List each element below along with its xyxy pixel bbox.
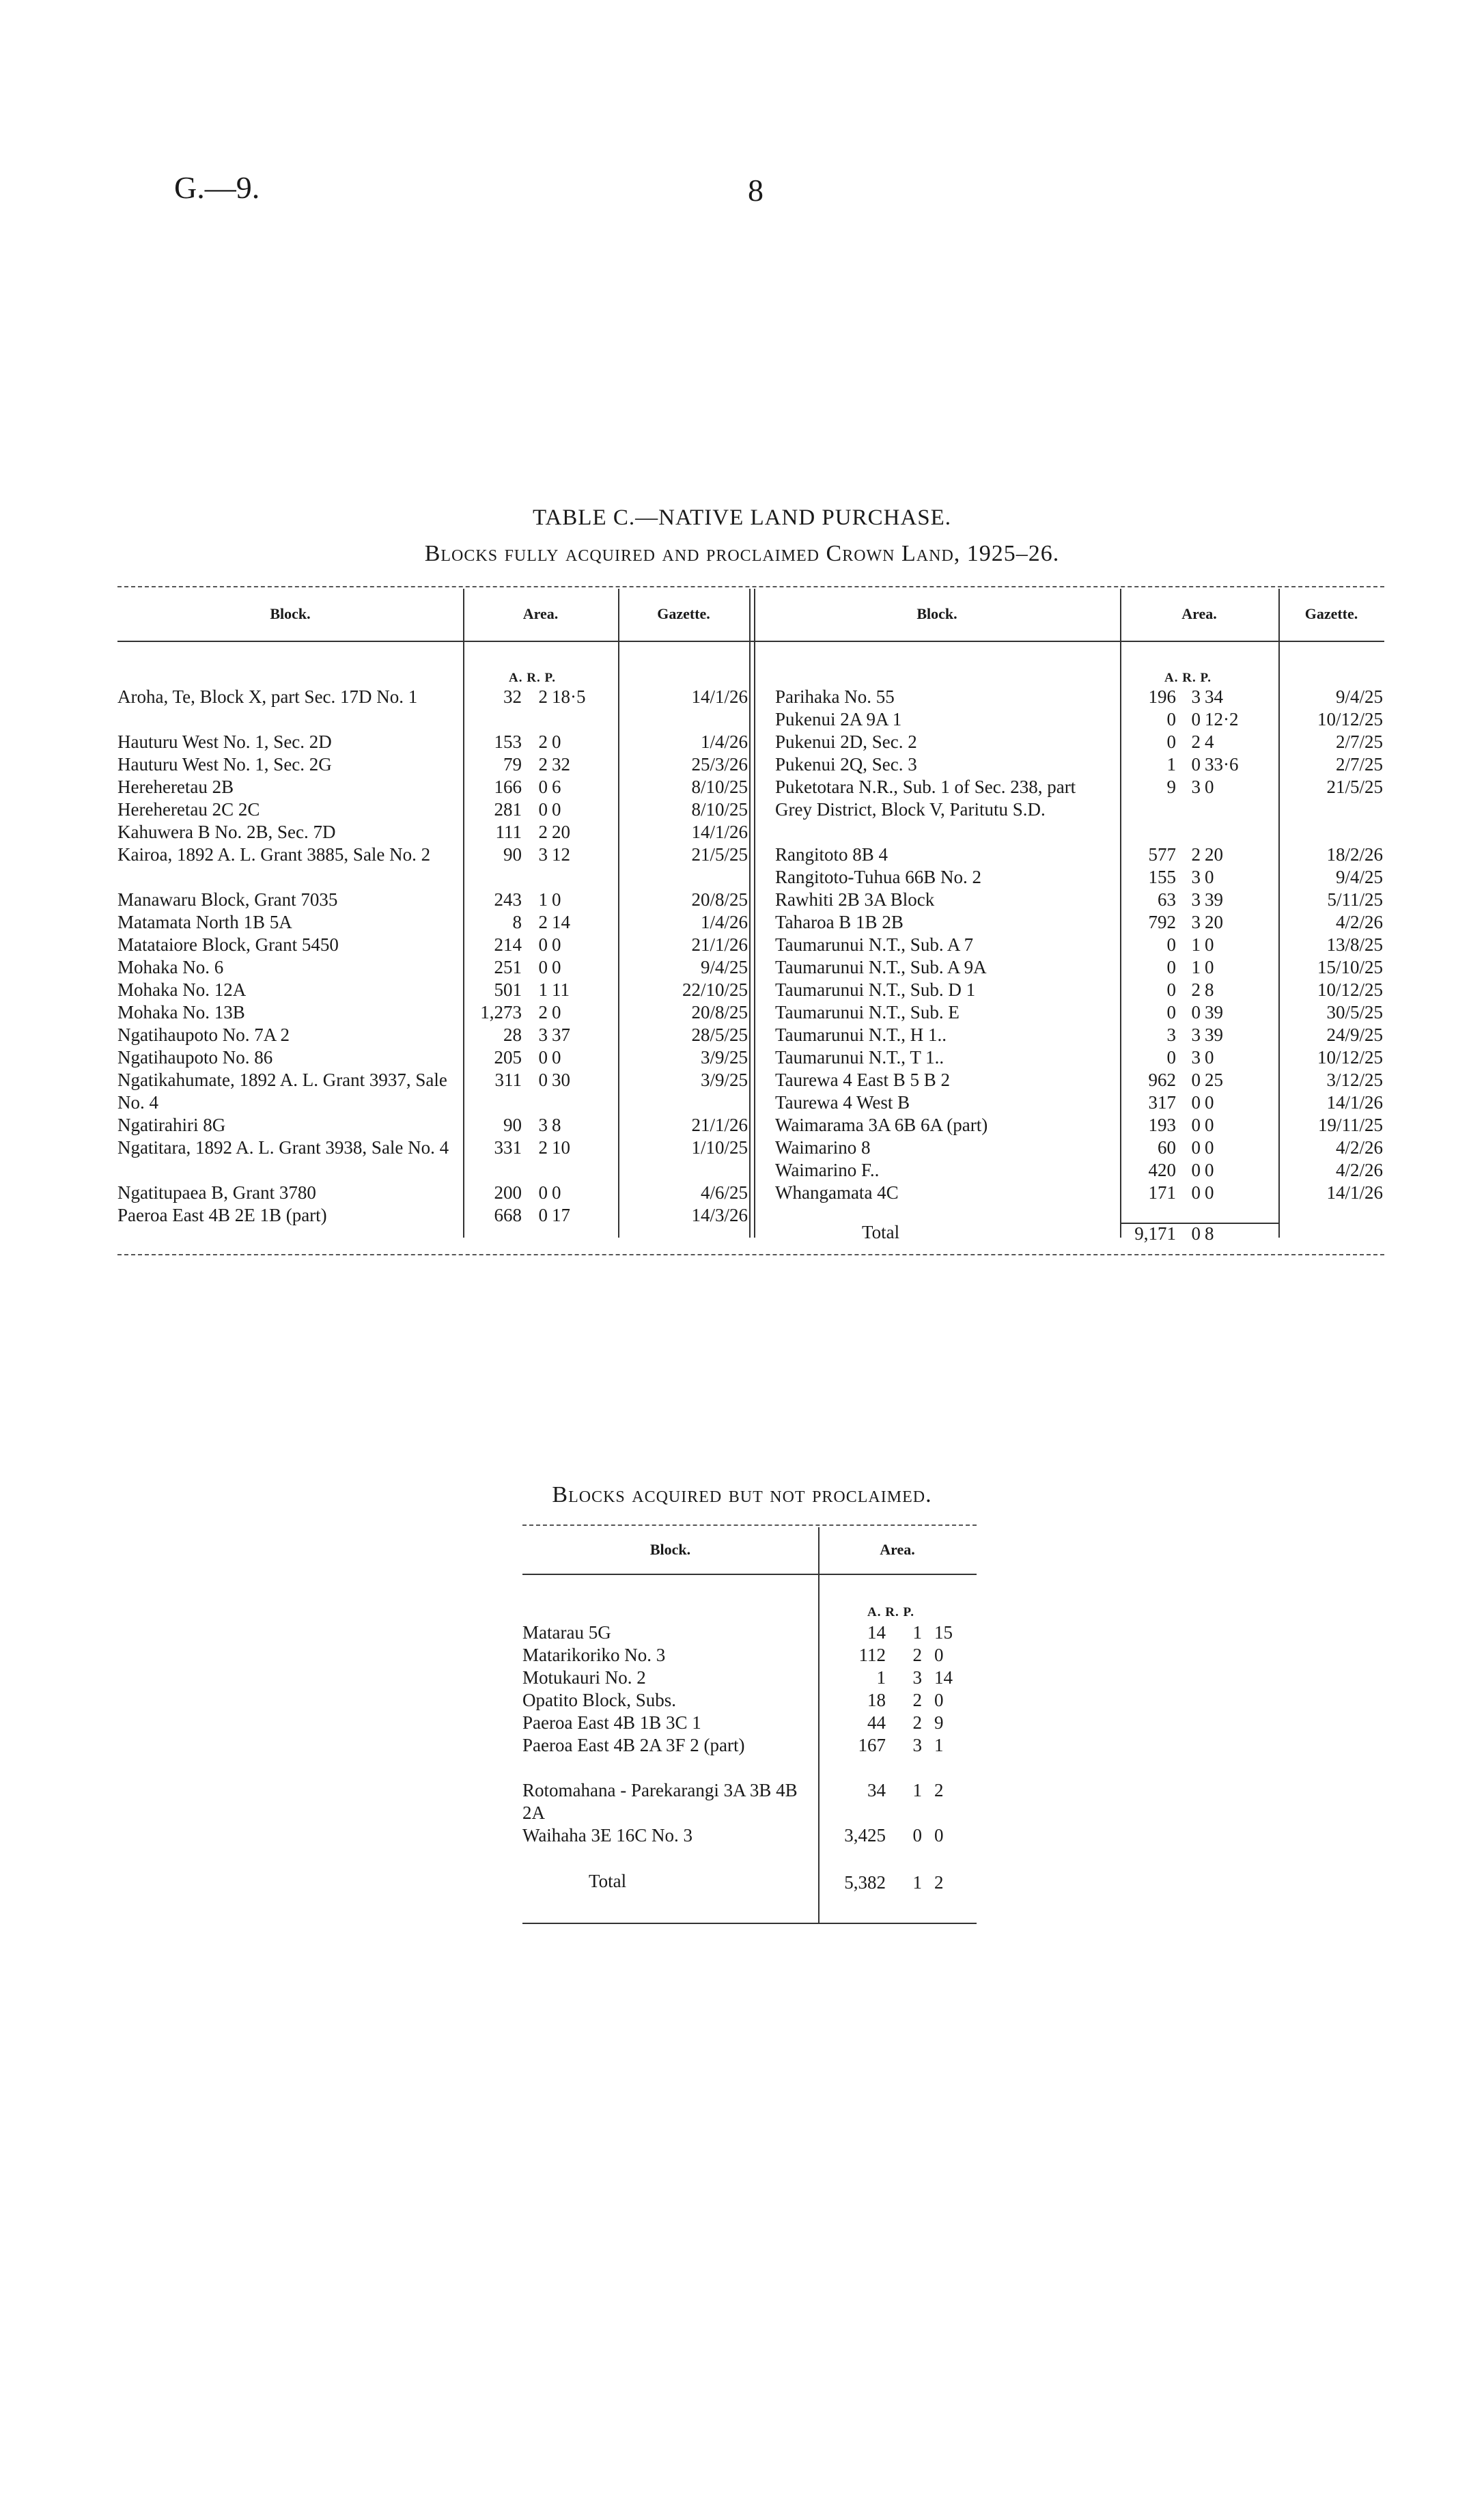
col-header-area: Area. xyxy=(522,605,559,622)
area-acres: 171 xyxy=(1148,1182,1176,1203)
gazette-date: 28/5/25 xyxy=(691,1025,748,1045)
area-acres: 577 xyxy=(1148,844,1176,865)
area-acres: 0 xyxy=(1166,1002,1176,1022)
area-perches: 12 xyxy=(552,844,570,865)
gazette-date: 19/11/25 xyxy=(1317,1115,1383,1135)
block-name: Matataiore Block, Grant 5450 xyxy=(117,934,339,955)
area-perches: 20 xyxy=(1205,912,1223,932)
area-acres: 193 xyxy=(1148,1115,1176,1135)
gazette-date: 9/4/25 xyxy=(700,957,748,977)
area-perches: 0 xyxy=(552,1047,561,1068)
area-roods: 2 xyxy=(1191,732,1201,752)
block-name: Aroha, Te, Block X, part Sec. 17D No. 1 xyxy=(117,686,418,707)
area-acres: 0 xyxy=(1166,732,1176,752)
area-acres: 205 xyxy=(494,1047,522,1068)
table-c-bottom-rule xyxy=(117,1254,1384,1255)
gazette-date: 14/1/26 xyxy=(691,686,748,707)
gazette-date: 20/8/25 xyxy=(691,1002,748,1022)
area-perches: 0 xyxy=(934,1690,944,1710)
gazette-date: 10/12/25 xyxy=(1317,709,1383,729)
gazette-date: 4/2/26 xyxy=(1335,1160,1383,1180)
area-roods: 0 xyxy=(538,1205,548,1225)
block-name: Paeroa East 4B 2A 3F 2 (part) xyxy=(522,1735,745,1755)
gazette-date: 24/9/25 xyxy=(1326,1025,1383,1045)
area-roods: 1 xyxy=(538,979,548,1000)
area-acres: 420 xyxy=(1148,1160,1176,1180)
area-acres: 1,273 xyxy=(480,1002,522,1022)
area-roods: 3 xyxy=(912,1667,922,1688)
total-label: Total xyxy=(862,1222,900,1242)
area-acres: 1 xyxy=(876,1667,886,1688)
gazette-date: 9/4/25 xyxy=(1335,686,1383,707)
block-name: Waimarino F.. xyxy=(775,1160,880,1180)
col-divider xyxy=(749,589,751,1238)
area-acres: 214 xyxy=(494,934,522,955)
area-perches: 0 xyxy=(1205,934,1214,955)
area-acres: 111 xyxy=(495,822,522,842)
area-roods: 3 xyxy=(1191,777,1201,797)
area-roods: 0 xyxy=(1191,1092,1201,1113)
area-roods: 2 xyxy=(538,732,548,752)
gazette-date: 4/6/25 xyxy=(700,1182,748,1203)
block-name: Kahuwera B No. 2B, Sec. 7D xyxy=(117,822,336,842)
area-perches: 0 xyxy=(552,934,561,955)
block-name: Pukenui 2Q, Sec. 3 xyxy=(775,754,917,775)
gazette-date: 15/10/25 xyxy=(1317,957,1383,977)
col-header-area: Area. xyxy=(1181,605,1217,622)
area-acres: 668 xyxy=(494,1205,522,1225)
area-roods: 3 xyxy=(1191,686,1201,707)
block-name: Ngatitara, 1892 A. L. Grant 3938, Sale No. 4 xyxy=(117,1137,449,1158)
block-name: Opatito Block, Subs. xyxy=(522,1690,677,1710)
area-perches: 37 xyxy=(552,1025,570,1045)
area-perches: 1 xyxy=(934,1735,944,1755)
block-name: Taumarunui N.T., H 1.. xyxy=(775,1025,947,1045)
block-name: Matarau 5G xyxy=(522,1622,611,1643)
area-perches: 0 xyxy=(1205,1115,1214,1135)
block-name: Taumarunui N.T., Sub. A 7 xyxy=(775,934,974,955)
area-acres: 155 xyxy=(1148,867,1176,887)
area-roods: 0 xyxy=(1191,1182,1201,1203)
table-c-title: TABLE C.—NATIVE LAND PURCHASE. xyxy=(532,505,952,530)
block-name: Whangamata 4C xyxy=(775,1182,899,1203)
total-acres: 9,171 xyxy=(1134,1223,1176,1244)
block-name: Pukenui 2D, Sec. 2 xyxy=(775,732,917,752)
gazette-date: 21/5/25 xyxy=(691,844,748,865)
area-acres: 792 xyxy=(1148,912,1176,932)
col-header-area: Area. xyxy=(880,1541,915,1558)
block-name: Taurewa 4 East B 5 B 2 xyxy=(775,1070,951,1090)
area-perches: 12·2 xyxy=(1205,709,1239,729)
block-name: Taharoa B 1B 2B xyxy=(775,912,904,932)
area-roods: 1 xyxy=(1191,934,1201,955)
area-perches: 9 xyxy=(934,1712,944,1733)
table-2-bottom-rule xyxy=(522,1923,977,1924)
area-roods: 1 xyxy=(912,1780,922,1800)
area-roods: 0 xyxy=(1191,1070,1201,1090)
block-name: Taumarunui N.T., Sub. D 1 xyxy=(775,979,976,1000)
area-perches: 0 xyxy=(552,957,561,977)
area-perches: 39 xyxy=(1205,889,1223,910)
area-roods: 0 xyxy=(538,934,548,955)
col-divider xyxy=(754,589,755,1238)
block-name: Manawaru Block, Grant 7035 xyxy=(117,889,338,910)
area-perches: 0 xyxy=(1205,777,1214,797)
area-perches: 0 xyxy=(1205,1137,1214,1158)
area-perches: 34 xyxy=(1205,686,1223,707)
area-perches: 0 xyxy=(1205,957,1214,977)
col-divider xyxy=(818,1527,820,1923)
area-perches: 6 xyxy=(552,777,561,797)
gazette-date: 21/1/26 xyxy=(691,1115,748,1135)
area-perches: 0 xyxy=(552,1182,561,1203)
block-name: Rangitoto-Tuhua 66B No. 2 xyxy=(775,867,982,887)
area-acres: 8 xyxy=(512,912,522,932)
table-2-header-rule xyxy=(522,1574,977,1575)
area-perches: 14 xyxy=(934,1667,953,1688)
area-roods: 0 xyxy=(538,1070,548,1090)
area-perches: 0 xyxy=(552,889,561,910)
gazette-date: 14/1/26 xyxy=(1326,1092,1383,1113)
area-roods: 0 xyxy=(1191,1160,1201,1180)
area-acres: 0 xyxy=(1166,709,1176,729)
gazette-date: 1/4/26 xyxy=(700,912,748,932)
area-roods: 2 xyxy=(538,822,548,842)
gazette-date: 14/1/26 xyxy=(691,822,748,842)
area-perches: 0 xyxy=(934,1645,944,1665)
area-acres: 200 xyxy=(494,1182,522,1203)
block-name: Taumarunui N.T., T 1.. xyxy=(775,1047,944,1068)
gazette-date: 4/2/26 xyxy=(1335,912,1383,932)
area-acres: 3 xyxy=(1166,1025,1176,1045)
area-perches: 18·5 xyxy=(552,686,586,707)
area-perches: 4 xyxy=(1205,732,1214,752)
col-divider xyxy=(1120,589,1121,1238)
gazette-date: 3/9/25 xyxy=(700,1047,748,1068)
col-header-block: Block. xyxy=(916,605,957,622)
area-roods: 2 xyxy=(912,1645,922,1665)
area-roods: 0 xyxy=(1191,1115,1201,1135)
area-roods: 3 xyxy=(1191,1025,1201,1045)
block-name: Taumarunui N.T., Sub. E xyxy=(775,1002,960,1022)
block-name: Rawhiti 2B 3A Block xyxy=(775,889,935,910)
area-acres: 311 xyxy=(494,1070,522,1090)
total-perches: 8 xyxy=(1205,1223,1214,1244)
area-perches: 32 xyxy=(552,754,570,775)
area-units: A. R. P. xyxy=(1164,671,1212,685)
block-name: Ngatihaupoto No. 7A 2 xyxy=(117,1025,290,1045)
gazette-date: 14/1/26 xyxy=(1326,1182,1383,1203)
area-perches: 0 xyxy=(1205,1047,1214,1068)
area-roods: 2 xyxy=(538,912,548,932)
area-roods: 0 xyxy=(538,1182,548,1203)
block-name: Ngatikahumate, 1892 A. L. Grant 3937, Sale No. 4 xyxy=(117,1070,447,1113)
block-name: Mohaka No. 13B xyxy=(117,1002,245,1022)
area-roods: 2 xyxy=(1191,979,1201,1000)
area-roods: 3 xyxy=(1191,1047,1201,1068)
gazette-date: 1/4/26 xyxy=(700,732,748,752)
block-name: Pukenui 2A 9A 1 xyxy=(775,709,902,729)
area-perches: 0 xyxy=(552,799,561,820)
block-name: Ngatihaupoto No. 86 xyxy=(117,1047,273,1068)
area-perches: 2 xyxy=(934,1780,944,1800)
area-roods: 2 xyxy=(538,686,548,707)
area-perches: 8 xyxy=(1205,979,1214,1000)
area-perches: 0 xyxy=(934,1825,944,1846)
table-c-top-rule xyxy=(117,586,1384,587)
area-perches: 25 xyxy=(1205,1070,1223,1090)
area-perches: 0 xyxy=(1205,1092,1214,1113)
area-perches: 14 xyxy=(552,912,570,932)
gazette-date: 4/2/26 xyxy=(1335,1137,1383,1158)
area-roods: 2 xyxy=(912,1690,922,1710)
area-acres: 112 xyxy=(858,1645,886,1665)
gazette-date: 14/3/26 xyxy=(691,1205,748,1225)
area-perches: 0 xyxy=(1205,1182,1214,1203)
area-acres: 166 xyxy=(494,777,522,797)
area-acres: 153 xyxy=(494,732,522,752)
area-perches: 17 xyxy=(552,1205,570,1225)
area-perches: 39 xyxy=(1205,1025,1223,1045)
area-units: A. R. P. xyxy=(509,671,557,685)
area-roods: 1 xyxy=(1191,957,1201,977)
area-roods: 3 xyxy=(1191,889,1201,910)
area-roods: 3 xyxy=(538,1115,548,1135)
gazette-date: 21/5/25 xyxy=(1326,777,1383,797)
area-roods: 2 xyxy=(538,1137,548,1158)
total-roods: 0 xyxy=(1191,1223,1201,1244)
area-acres: 167 xyxy=(858,1735,886,1755)
area-acres: 3,425 xyxy=(844,1825,886,1846)
area-perches: 8 xyxy=(552,1115,561,1135)
area-perches: 30 xyxy=(552,1070,570,1090)
area-acres: 60 xyxy=(1158,1137,1176,1158)
table-c-subtitle: Blocks fully acquired and proclaimed Crown Land, 1925–26. xyxy=(424,541,1060,566)
total-label: Total xyxy=(589,1871,627,1891)
area-roods: 0 xyxy=(1191,1002,1201,1022)
area-acres: 0 xyxy=(1166,957,1176,977)
area-units: A. R. P. xyxy=(867,1605,915,1619)
area-acres: 63 xyxy=(1158,889,1176,910)
area-perches: 20 xyxy=(552,822,570,842)
gazette-date: 20/8/25 xyxy=(691,889,748,910)
gazette-date: 10/12/25 xyxy=(1317,979,1383,1000)
page-code: G.—9. xyxy=(174,170,260,205)
block-name: Waihaha 3E 16C No. 3 xyxy=(522,1825,693,1846)
area-acres: 34 xyxy=(867,1780,886,1800)
area-acres: 196 xyxy=(1148,686,1176,707)
block-name: Rangitoto 8B 4 xyxy=(775,844,888,865)
area-roods: 0 xyxy=(1191,754,1201,775)
area-roods: 3 xyxy=(538,844,548,865)
col-divider xyxy=(463,589,464,1238)
area-roods: 2 xyxy=(538,1002,548,1022)
block-name: Hereheretau 2B xyxy=(117,777,234,797)
gazette-date: 8/10/25 xyxy=(691,777,748,797)
gazette-date: 22/10/25 xyxy=(682,979,748,1000)
total-acres: 5,382 xyxy=(844,1872,886,1893)
area-roods: 0 xyxy=(538,799,548,820)
block-name: Paeroa East 4B 2E 1B (part) xyxy=(117,1205,327,1225)
gazette-date: 3/12/25 xyxy=(1326,1070,1383,1090)
gazette-date: 21/1/26 xyxy=(691,934,748,955)
block-name: Parihaka No. 55 xyxy=(775,686,895,707)
area-acres: 501 xyxy=(494,979,522,1000)
area-acres: 44 xyxy=(867,1712,886,1733)
total-roods: 1 xyxy=(912,1872,922,1893)
area-acres: 32 xyxy=(503,686,522,707)
block-name: Puketotara N.R., Sub. 1 of Sec. 238, part Grey District, Block V, Paritutu S.D. xyxy=(775,777,1076,820)
area-roods: 0 xyxy=(538,777,548,797)
block-name: Hauturu West No. 1, Sec. 2D xyxy=(117,732,332,752)
area-perches: 39 xyxy=(1205,1002,1223,1022)
block-name: Rotomahana - Parekarangi 3A 3B 4B 2A xyxy=(522,1780,798,1823)
area-perches: 15 xyxy=(934,1622,953,1643)
area-acres: 14 xyxy=(867,1622,886,1643)
area-acres: 90 xyxy=(503,1115,522,1135)
area-roods: 3 xyxy=(1191,867,1201,887)
gazette-date: 5/11/25 xyxy=(1327,889,1383,910)
area-roods: 2 xyxy=(912,1712,922,1733)
area-acres: 79 xyxy=(503,754,522,775)
col-header-gazette: Gazette. xyxy=(1304,605,1358,622)
table-2-title: Blocks acquired but not proclaimed. xyxy=(552,1482,932,1507)
area-acres: 0 xyxy=(1166,934,1176,955)
area-acres: 90 xyxy=(503,844,522,865)
block-name: Waimarino 8 xyxy=(775,1137,871,1158)
area-perches: 10 xyxy=(552,1137,570,1158)
area-perches: 0 xyxy=(552,1002,561,1022)
gazette-date: 8/10/25 xyxy=(691,799,748,820)
area-acres: 317 xyxy=(1148,1092,1176,1113)
block-name: Taurewa 4 West B xyxy=(775,1092,910,1113)
area-roods: 0 xyxy=(538,957,548,977)
area-acres: 0 xyxy=(1166,979,1176,1000)
page-number: 8 xyxy=(748,173,764,208)
area-roods: 1 xyxy=(538,889,548,910)
block-name: Hauturu West No. 1, Sec. 2G xyxy=(117,754,332,775)
area-acres: 1 xyxy=(1166,754,1176,775)
area-acres: 243 xyxy=(494,889,522,910)
gazette-date: 1/10/25 xyxy=(691,1137,748,1158)
area-roods: 0 xyxy=(1191,709,1201,729)
gazette-date: 3/9/25 xyxy=(700,1070,748,1090)
gazette-date: 10/12/25 xyxy=(1317,1047,1383,1068)
gazette-date: 30/5/25 xyxy=(1326,1002,1383,1022)
total-perches: 2 xyxy=(934,1872,944,1893)
block-name: Hereheretau 2C 2C xyxy=(117,799,260,820)
block-name: Kairoa, 1892 A. L. Grant 3885, Sale No. 2 xyxy=(117,844,431,865)
gazette-date: 9/4/25 xyxy=(1335,867,1383,887)
area-perches: 33·6 xyxy=(1205,754,1239,775)
block-name: Ngatirahiri 8G xyxy=(117,1115,226,1135)
area-acres: 962 xyxy=(1148,1070,1176,1090)
area-roods: 3 xyxy=(912,1735,922,1755)
block-name: Taumarunui N.T., Sub. A 9A xyxy=(775,957,987,977)
col-header-block: Block. xyxy=(649,1541,691,1558)
block-name: Mohaka No. 6 xyxy=(117,957,224,977)
area-roods: 1 xyxy=(912,1622,922,1643)
area-roods: 2 xyxy=(538,754,548,775)
table-2-top-rule xyxy=(522,1524,977,1526)
area-roods: 3 xyxy=(538,1025,548,1045)
area-perches: 0 xyxy=(1205,1160,1214,1180)
block-name: Motukauri No. 2 xyxy=(522,1667,646,1688)
gazette-date: 2/7/25 xyxy=(1335,754,1383,775)
area-perches: 0 xyxy=(552,732,561,752)
area-acres: 9 xyxy=(1166,777,1176,797)
gazette-date: 13/8/25 xyxy=(1326,934,1383,955)
area-roods: 2 xyxy=(1191,844,1201,865)
area-roods: 3 xyxy=(1191,912,1201,932)
area-acres: 28 xyxy=(503,1025,522,1045)
gazette-date: 2/7/25 xyxy=(1335,732,1383,752)
area-acres: 251 xyxy=(494,957,522,977)
area-perches: 11 xyxy=(552,979,570,1000)
block-name: Ngatitupaea B, Grant 3780 xyxy=(117,1182,316,1203)
area-acres: 0 xyxy=(1166,1047,1176,1068)
area-acres: 331 xyxy=(494,1137,522,1158)
area-roods: 0 xyxy=(1191,1137,1201,1158)
area-acres: 281 xyxy=(494,799,522,820)
block-name: Paeroa East 4B 1B 3C 1 xyxy=(522,1712,701,1733)
area-roods: 0 xyxy=(538,1047,548,1068)
table-c-header-rule xyxy=(117,641,1384,642)
area-perches: 0 xyxy=(1205,867,1214,887)
block-name: Mohaka No. 12A xyxy=(117,979,247,1000)
area-acres: 18 xyxy=(867,1690,886,1710)
block-name: Matarikoriko No. 3 xyxy=(522,1645,666,1665)
area-perches: 20 xyxy=(1205,844,1223,865)
area-roods: 0 xyxy=(912,1825,922,1846)
gazette-date: 25/3/26 xyxy=(691,754,748,775)
gazette-date: 18/2/26 xyxy=(1326,844,1383,865)
col-header-gazette: Gazette. xyxy=(657,605,710,622)
block-name: Waimarama 3A 6B 6A (part) xyxy=(775,1115,988,1135)
block-name: Matamata North 1B 5A xyxy=(117,912,292,932)
col-header-block: Block. xyxy=(270,605,311,622)
